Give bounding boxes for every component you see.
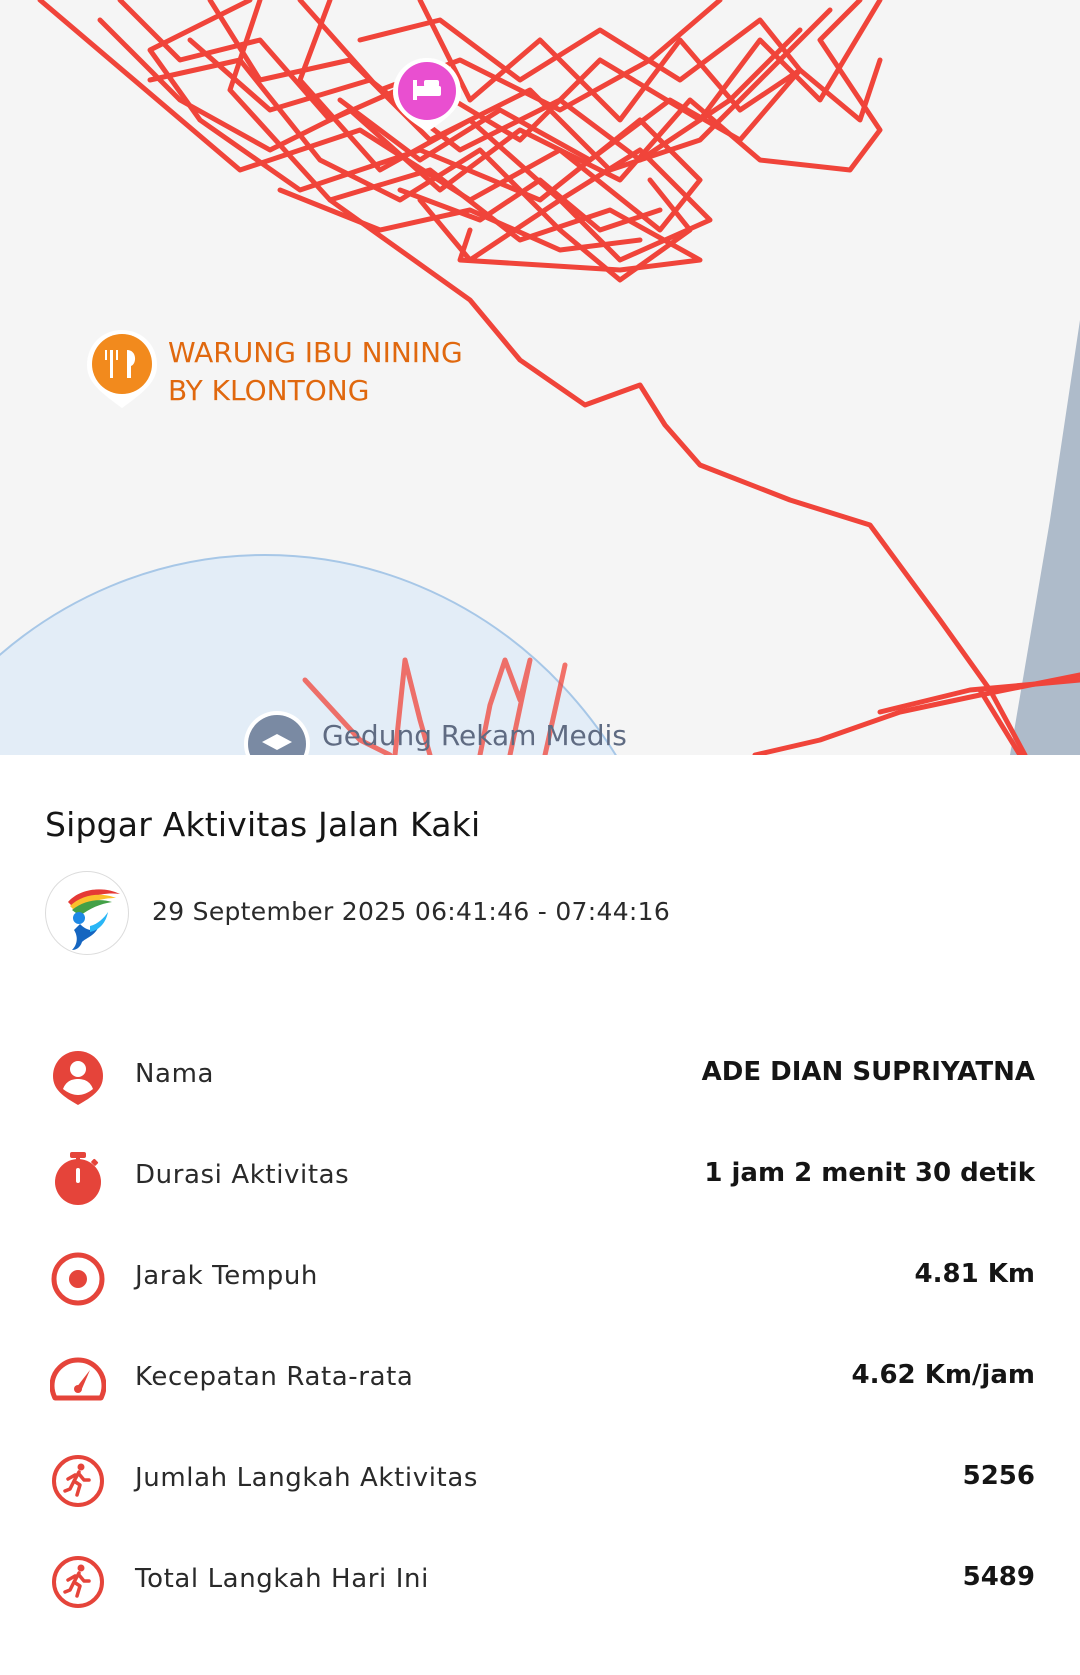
walking-icon [50, 1554, 106, 1610]
app-logo [45, 871, 129, 955]
speedometer-icon [50, 1352, 106, 1408]
building-label[interactable]: Gedung Rekam Medis [322, 719, 627, 752]
restaurant-label-line1: WARUNG IBU NINING [168, 336, 463, 369]
stat-row-nama [0, 1027, 1080, 1127]
stat-value: 1 jam 2 menit 30 detik [704, 1158, 1035, 1188]
stat-label: Kecepatan Rata-rata [135, 1362, 414, 1392]
stat-row-jumlah-langkah [0, 1431, 1080, 1531]
restaurant-pin[interactable] [87, 330, 157, 408]
activity-datetime: 29 September 2025 06:41:46 - 07:44:16 [152, 897, 671, 926]
stat-value: 4.62 Km/jam [851, 1360, 1035, 1390]
map-canvas [0, 0, 1080, 755]
stat-value: ADE DIAN SUPRIYATNA [701, 1057, 1035, 1087]
walking-icon [50, 1453, 106, 1509]
restaurant-label[interactable] [168, 334, 463, 410]
stat-value: 5256 [962, 1461, 1035, 1491]
map-road-area [1010, 320, 1080, 755]
hotel-pin[interactable] [393, 58, 461, 132]
route-map[interactable] [0, 0, 1080, 755]
stat-value: 4.81 Km [914, 1259, 1035, 1289]
stat-label: Jumlah Langkah Aktivitas [135, 1463, 478, 1493]
stat-label: Durasi Aktivitas [135, 1160, 350, 1190]
stat-value: 5489 [962, 1562, 1035, 1592]
restaurant-label-line2: BY KLONTONG [168, 374, 370, 407]
stat-label: Nama [135, 1059, 215, 1089]
stopwatch-icon [50, 1150, 106, 1206]
target-icon [50, 1251, 106, 1307]
stat-row-total-langkah [0, 1532, 1080, 1632]
activity-title: Sipgar Aktivitas Jalan Kaki [45, 805, 481, 844]
stat-label: Jarak Tempuh [135, 1261, 318, 1291]
person-pin-icon [50, 1049, 106, 1105]
stat-label: Total Langkah Hari Ini [135, 1564, 429, 1594]
stat-row-kecepatan [0, 1330, 1080, 1430]
stat-row-durasi [0, 1128, 1080, 1228]
stat-row-jarak [0, 1229, 1080, 1329]
activity-summary-panel [0, 755, 1080, 1675]
